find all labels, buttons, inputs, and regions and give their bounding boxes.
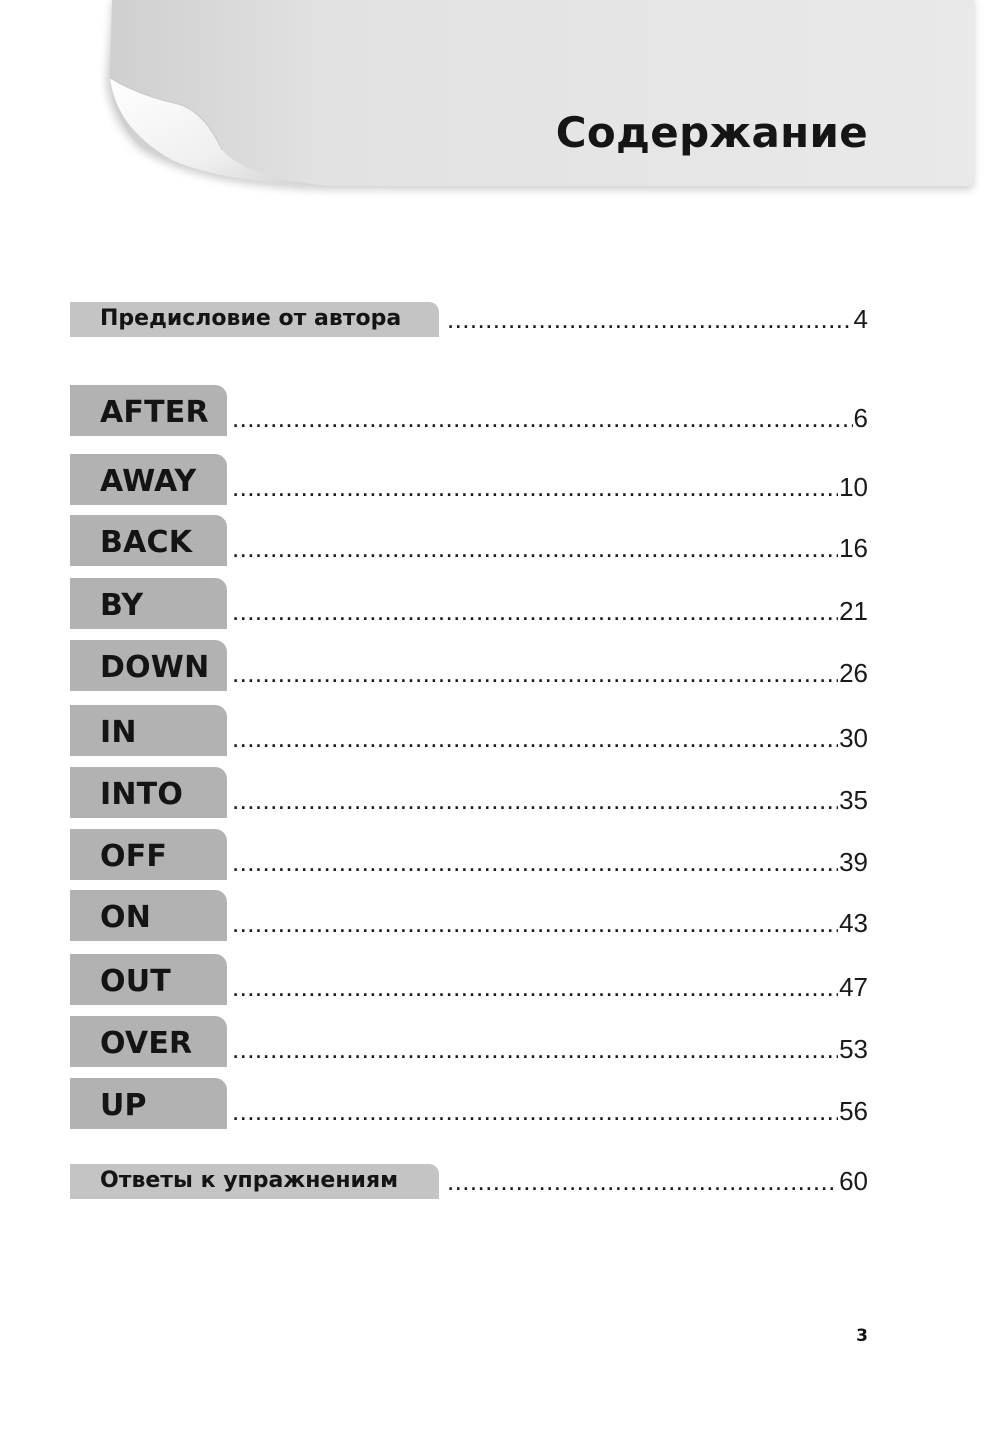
toc-page-number: 43 <box>839 908 868 938</box>
toc-entry-answers[interactable] <box>70 1163 868 1199</box>
toc-entry-label: UP <box>100 1088 147 1123</box>
toc-tab <box>70 1164 439 1199</box>
toc-entry-label: OUT <box>100 964 171 999</box>
toc-tab <box>70 515 227 566</box>
dot-leader <box>232 533 838 564</box>
toc-tab <box>70 454 227 505</box>
page-title: Содержание <box>555 108 868 157</box>
toc-leader <box>447 1166 868 1197</box>
toc-entry[interactable] <box>70 953 868 1005</box>
toc-leader <box>232 1096 868 1127</box>
dot-leader <box>232 596 838 627</box>
toc-leader <box>447 304 868 335</box>
toc-entry[interactable] <box>70 1015 868 1067</box>
toc-entry-label: Ответы к упражнениям <box>100 1168 399 1193</box>
dot-leader <box>232 1096 838 1127</box>
toc-leader <box>232 1034 868 1065</box>
toc-page-number: 10 <box>839 472 868 502</box>
toc-entry[interactable] <box>70 704 868 756</box>
toc-leader <box>232 847 868 878</box>
toc-entry-label: INTO <box>100 777 184 812</box>
toc-entry-label: Предисловие от автора <box>100 306 402 331</box>
toc-entry[interactable] <box>70 639 868 691</box>
toc-leader <box>232 533 868 564</box>
toc-leader <box>232 723 868 754</box>
dot-leader <box>232 785 838 816</box>
toc-tab <box>70 578 227 629</box>
dot-leader <box>232 472 838 503</box>
dot-leader <box>232 847 838 878</box>
toc-page-number: 47 <box>839 972 868 1002</box>
toc-entry-label: OVER <box>100 1026 193 1061</box>
toc-leader <box>232 785 868 816</box>
toc-entry-label: IN <box>100 715 137 750</box>
toc-page-number: 35 <box>839 785 868 815</box>
toc-page-number: 60 <box>839 1166 868 1196</box>
toc-leader <box>232 403 868 434</box>
toc-entry[interactable] <box>70 577 868 629</box>
dot-leader <box>447 1166 838 1197</box>
toc-page-number: 4 <box>853 304 868 334</box>
toc-tab <box>70 1016 227 1067</box>
dot-leader <box>232 1034 838 1065</box>
toc-page-number: 39 <box>839 847 868 877</box>
toc-page-number: 21 <box>839 596 868 626</box>
toc-page-number: 26 <box>839 658 868 688</box>
dot-leader <box>232 908 838 939</box>
page-number: 3 <box>856 1326 868 1346</box>
toc-entry-label: OFF <box>100 839 168 874</box>
curled-page-header <box>0 0 986 200</box>
toc-tab <box>70 640 227 691</box>
toc-entry-label: BY <box>100 588 144 623</box>
dot-leader <box>232 658 838 689</box>
toc-tab <box>70 954 227 1005</box>
toc-tab <box>70 829 227 880</box>
toc-page-number: 53 <box>839 1034 868 1064</box>
toc-leader <box>232 596 868 627</box>
toc-leader <box>232 908 868 939</box>
dot-leader <box>232 403 853 434</box>
toc-leader <box>232 972 868 1003</box>
toc-entry-label: AFTER <box>100 395 209 430</box>
toc-entry-label: ON <box>100 900 152 935</box>
toc-entry-label: BACK <box>100 525 193 560</box>
toc-tab <box>70 302 439 337</box>
toc-tab <box>70 705 227 756</box>
toc-page-number: 6 <box>853 403 868 433</box>
dot-leader <box>232 972 838 1003</box>
toc-entry-preface[interactable] <box>70 301 868 337</box>
dot-leader <box>232 723 838 754</box>
toc-entry[interactable] <box>70 889 868 941</box>
dot-leader <box>447 304 853 335</box>
toc-tab <box>70 1078 227 1129</box>
toc-entry[interactable] <box>70 828 868 880</box>
toc-tab <box>70 890 227 941</box>
toc-leader <box>232 658 868 689</box>
toc-entry[interactable] <box>70 384 868 436</box>
toc-page-number: 56 <box>839 1096 868 1126</box>
toc-entry[interactable] <box>70 1077 868 1129</box>
toc-page-number: 16 <box>839 533 868 563</box>
toc-tab <box>70 767 227 818</box>
toc-entry[interactable] <box>70 766 868 818</box>
toc-entry[interactable] <box>70 453 868 505</box>
toc-entry[interactable] <box>70 514 868 566</box>
toc-entry-label: AWAY <box>100 464 197 499</box>
toc-tab <box>70 385 227 436</box>
toc-leader <box>232 472 868 503</box>
toc-entry-label: DOWN <box>100 650 210 685</box>
toc-page-number: 30 <box>839 723 868 753</box>
